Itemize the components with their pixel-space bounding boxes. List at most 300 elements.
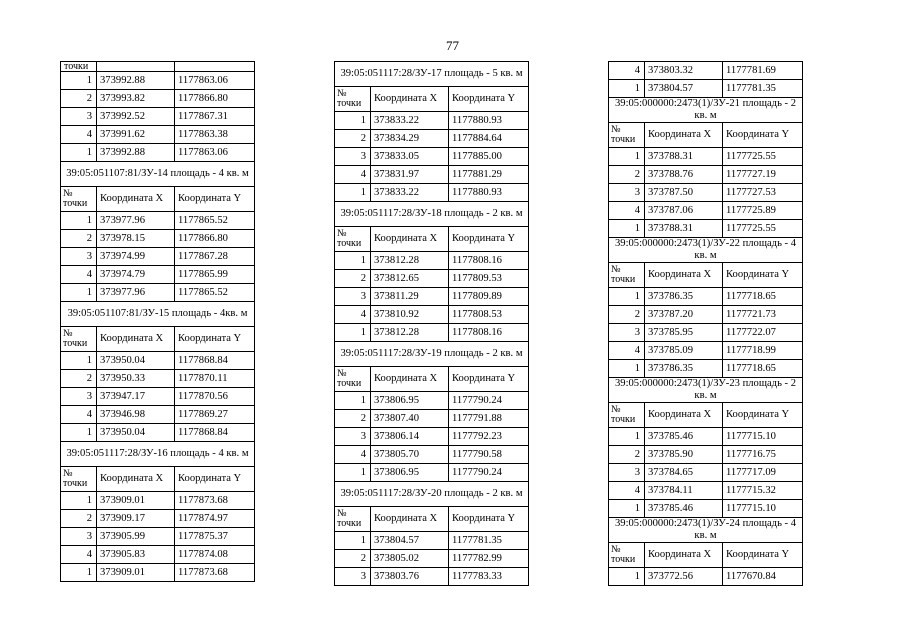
table-row	[61, 108, 255, 126]
table-row	[335, 568, 529, 586]
coordinate-y: 1177718.65	[723, 360, 803, 378]
point-number: 1	[61, 144, 97, 162]
parcel-title: 39:05:000000:2473(1)/ЗУ-22 площадь - 4 кв. м	[609, 238, 803, 263]
coordinate-x: 373788.31	[645, 220, 723, 238]
coordinate-x: 373834.29	[371, 130, 449, 148]
table-row	[335, 550, 529, 568]
coordinate-x: 373811.29	[371, 288, 449, 306]
coordinate-x: 373978.15	[97, 230, 175, 248]
empty-cell	[97, 62, 175, 72]
point-number: 2	[61, 90, 97, 108]
table-row	[61, 266, 255, 284]
table-row	[335, 446, 529, 464]
coordinate-y-header: Координата Y	[723, 263, 803, 288]
coordinate-x-header: Координата X	[97, 327, 175, 352]
coordinate-y-header: Координата Y	[175, 467, 255, 492]
table-row	[335, 252, 529, 270]
parcel-title-row	[61, 302, 255, 327]
coordinate-y: 1177792.23	[449, 428, 529, 446]
coordinate-y: 1177790.24	[449, 392, 529, 410]
coordinate-x: 373833.22	[371, 184, 449, 202]
coordinate-y: 1177715.10	[723, 500, 803, 518]
point-number: 1	[61, 492, 97, 510]
coordinate-y-header: Координата Y	[723, 543, 803, 568]
table-row	[61, 352, 255, 370]
coordinate-x: 373831.97	[371, 166, 449, 184]
point-number: 4	[609, 482, 645, 500]
table-row	[335, 130, 529, 148]
parcel-title-row	[335, 342, 529, 367]
point-number: 1	[61, 72, 97, 90]
point-number: 3	[61, 388, 97, 406]
coordinate-y: 1177808.53	[449, 306, 529, 324]
coordinate-x: 373785.09	[645, 342, 723, 360]
coordinate-x: 373812.28	[371, 252, 449, 270]
point-number: 1	[609, 500, 645, 518]
table-row	[609, 324, 803, 342]
point-number-header: № точки	[609, 403, 645, 428]
coordinate-y: 1177781.69	[723, 62, 803, 80]
point-number-header: № точки	[609, 123, 645, 148]
coordinate-y-header: Координата Y	[449, 227, 529, 252]
table-row	[609, 306, 803, 324]
coordinate-y: 1177808.16	[449, 252, 529, 270]
coordinate-x: 373787.06	[645, 202, 723, 220]
parcel-title: 39:05:051107:81/ЗУ-15 площадь - 4кв. м	[61, 302, 255, 327]
point-number: 4	[335, 306, 371, 324]
point-number: 1	[609, 568, 645, 586]
table-header-row	[61, 187, 255, 212]
point-number: 2	[335, 270, 371, 288]
coordinate-x: 373806.95	[371, 392, 449, 410]
coordinate-y-header: Координата Y	[449, 87, 529, 112]
coordinate-y: 1177880.93	[449, 184, 529, 202]
table-row	[609, 500, 803, 518]
coordinate-y: 1177885.00	[449, 148, 529, 166]
coordinate-x-header: Координата X	[97, 467, 175, 492]
coordinate-y: 1177716.75	[723, 446, 803, 464]
coordinate-y: 1177721.73	[723, 306, 803, 324]
coordinate-y: 1177808.16	[449, 324, 529, 342]
coordinate-y: 1177727.53	[723, 184, 803, 202]
point-number: 3	[335, 428, 371, 446]
coordinate-x-header: Координата X	[371, 367, 449, 392]
coordinate-x: 373804.57	[645, 80, 723, 98]
table-row	[61, 126, 255, 144]
point-number: 1	[609, 220, 645, 238]
parcel-title-row	[335, 482, 529, 507]
coordinate-x: 373909.01	[97, 564, 175, 582]
point-number: 3	[61, 108, 97, 126]
coordinate-y: 1177725.55	[723, 148, 803, 166]
parcel-title-row	[609, 518, 803, 543]
coordinate-y: 1177865.52	[175, 284, 255, 302]
table-row	[609, 482, 803, 500]
table-row	[61, 212, 255, 230]
coordinate-x: 373833.05	[371, 148, 449, 166]
coordinate-x: 373992.52	[97, 108, 175, 126]
point-number: 2	[609, 306, 645, 324]
coordinate-y: 1177863.06	[175, 72, 255, 90]
coordinate-y: 1177782.99	[449, 550, 529, 568]
coordinate-x: 373784.65	[645, 464, 723, 482]
point-number: 1	[609, 428, 645, 446]
point-number: 1	[335, 112, 371, 130]
coordinate-x: 373785.95	[645, 324, 723, 342]
coordinate-y: 1177867.28	[175, 248, 255, 266]
point-number: 3	[609, 464, 645, 482]
coordinate-y: 1177725.89	[723, 202, 803, 220]
coordinate-x: 373806.95	[371, 464, 449, 482]
table-row	[61, 72, 255, 90]
coordinate-y: 1177865.99	[175, 266, 255, 284]
coordinate-x: 373812.65	[371, 270, 449, 288]
coordinate-x: 373993.82	[97, 90, 175, 108]
point-number: 3	[335, 288, 371, 306]
coordinates-column-3	[608, 61, 803, 586]
coordinate-x: 373772.56	[645, 568, 723, 586]
table-row	[609, 202, 803, 220]
point-number: 4	[609, 342, 645, 360]
coordinate-y: 1177781.35	[723, 80, 803, 98]
table-row	[335, 464, 529, 482]
coordinate-x: 373785.46	[645, 500, 723, 518]
coordinate-x-header: Координата X	[645, 543, 723, 568]
coordinate-x-header: Координата X	[645, 263, 723, 288]
table-row	[609, 360, 803, 378]
table-row	[609, 184, 803, 202]
table-row	[61, 492, 255, 510]
coordinate-y-header: Координата Y	[449, 507, 529, 532]
coordinate-y: 1177718.99	[723, 342, 803, 360]
coordinate-y: 1177863.06	[175, 144, 255, 162]
coordinate-x: 373977.96	[97, 284, 175, 302]
table-row	[335, 148, 529, 166]
point-number: 2	[609, 446, 645, 464]
coordinate-x: 373807.40	[371, 410, 449, 428]
point-number: 1	[335, 532, 371, 550]
continued-header-row	[61, 62, 255, 72]
table-header-row	[609, 403, 803, 428]
table-row	[61, 406, 255, 424]
coordinate-y: 1177880.93	[449, 112, 529, 130]
point-number: 1	[609, 360, 645, 378]
coordinate-x: 373805.02	[371, 550, 449, 568]
coordinate-x: 373788.76	[645, 166, 723, 184]
table-row	[609, 166, 803, 184]
coordinate-x: 373991.62	[97, 126, 175, 144]
coordinate-x: 373785.90	[645, 446, 723, 464]
table-header-row	[61, 327, 255, 352]
table-row	[61, 230, 255, 248]
coordinate-x: 373803.76	[371, 568, 449, 586]
point-number: 3	[609, 324, 645, 342]
table-row	[335, 428, 529, 446]
table-row	[335, 184, 529, 202]
coordinate-x: 373804.57	[371, 532, 449, 550]
table-row	[61, 510, 255, 528]
table-row	[609, 342, 803, 360]
point-number: 1	[609, 148, 645, 166]
point-number: 1	[61, 212, 97, 230]
point-number: 2	[61, 370, 97, 388]
table-row	[61, 528, 255, 546]
coordinate-y: 1177866.80	[175, 230, 255, 248]
coordinate-y: 1177874.97	[175, 510, 255, 528]
table-row	[609, 428, 803, 446]
coordinate-x: 373786.35	[645, 288, 723, 306]
table-row	[609, 80, 803, 98]
coordinate-x: 373950.33	[97, 370, 175, 388]
parcel-title-row	[61, 442, 255, 467]
point-number-header: № точки	[335, 87, 371, 112]
parcel-title: 39:05:051117:28/ЗУ-19 площадь - 2 кв. м	[335, 342, 529, 367]
point-header-tail: точки	[61, 62, 97, 72]
point-number: 2	[335, 410, 371, 428]
table-row	[609, 464, 803, 482]
table-row	[61, 388, 255, 406]
coordinate-y: 1177869.27	[175, 406, 255, 424]
parcel-title: 39:05:000000:2473(1)/ЗУ-21 площадь - 2 кв. м	[609, 98, 803, 123]
coordinate-y: 1177881.29	[449, 166, 529, 184]
parcel-title-row	[609, 98, 803, 123]
coordinates-column-2	[334, 61, 529, 586]
coordinate-x: 373992.88	[97, 144, 175, 162]
coordinate-x: 373905.83	[97, 546, 175, 564]
point-number-header: № точки	[609, 263, 645, 288]
coordinate-x: 373909.17	[97, 510, 175, 528]
coordinate-x: 373950.04	[97, 352, 175, 370]
table-header-row	[335, 227, 529, 252]
coordinate-y: 1177790.24	[449, 464, 529, 482]
point-number-header: № точки	[61, 187, 97, 212]
point-number: 1	[61, 352, 97, 370]
coordinate-y: 1177873.68	[175, 564, 255, 582]
coordinate-y-header: Координата Y	[175, 187, 255, 212]
coordinate-x: 373950.04	[97, 424, 175, 442]
coordinate-x: 373788.31	[645, 148, 723, 166]
point-number: 2	[335, 550, 371, 568]
coordinates-table	[608, 61, 803, 586]
parcel-title-row	[609, 378, 803, 403]
coordinate-y: 1177865.52	[175, 212, 255, 230]
coordinate-y: 1177727.19	[723, 166, 803, 184]
point-number: 3	[61, 528, 97, 546]
coordinate-x: 373992.88	[97, 72, 175, 90]
table-row	[61, 424, 255, 442]
coordinate-y-header: Координата Y	[723, 403, 803, 428]
point-number-header: № точки	[609, 543, 645, 568]
coordinate-y: 1177884.64	[449, 130, 529, 148]
table-row	[335, 288, 529, 306]
point-number-header: № точки	[61, 327, 97, 352]
coordinate-y: 1177873.68	[175, 492, 255, 510]
parcel-title-row	[61, 162, 255, 187]
parcel-title: 39:05:051117:28/ЗУ-18 площадь - 2 кв. м	[335, 202, 529, 227]
coordinate-x: 373784.11	[645, 482, 723, 500]
point-number: 1	[609, 288, 645, 306]
coordinate-x-header: Координата X	[371, 87, 449, 112]
coordinate-y: 1177790.58	[449, 446, 529, 464]
coordinate-y: 1177875.37	[175, 528, 255, 546]
point-number: 1	[335, 184, 371, 202]
coordinate-y: 1177791.88	[449, 410, 529, 428]
coordinate-x: 373833.22	[371, 112, 449, 130]
table-header-row	[609, 543, 803, 568]
point-number: 1	[61, 564, 97, 582]
coordinates-table	[60, 61, 255, 582]
coordinate-x: 373947.17	[97, 388, 175, 406]
point-number: 1	[335, 252, 371, 270]
coordinate-y: 1177718.65	[723, 288, 803, 306]
coordinate-x: 373977.96	[97, 212, 175, 230]
coordinate-x: 373905.99	[97, 528, 175, 546]
point-number: 1	[335, 392, 371, 410]
coordinate-x-header: Координата X	[97, 187, 175, 212]
point-number-header: № точки	[61, 467, 97, 492]
point-number-header: № точки	[335, 367, 371, 392]
coordinate-x: 373787.50	[645, 184, 723, 202]
coordinate-y: 1177870.11	[175, 370, 255, 388]
point-number-header: № точки	[335, 227, 371, 252]
coordinate-y: 1177863.38	[175, 126, 255, 144]
point-number: 1	[335, 464, 371, 482]
coordinate-y: 1177809.53	[449, 270, 529, 288]
coordinate-y: 1177783.33	[449, 568, 529, 586]
point-number: 4	[61, 126, 97, 144]
coordinate-y: 1177867.31	[175, 108, 255, 126]
coordinate-x: 373909.01	[97, 492, 175, 510]
table-row	[61, 370, 255, 388]
table-row	[609, 62, 803, 80]
coordinate-y: 1177725.55	[723, 220, 803, 238]
parcel-title-row	[335, 62, 529, 87]
point-number: 4	[61, 266, 97, 284]
coordinate-y: 1177715.32	[723, 482, 803, 500]
table-row	[61, 284, 255, 302]
table-row	[335, 270, 529, 288]
table-row	[609, 288, 803, 306]
parcel-title: 39:05:051107:81/ЗУ-14 площадь - 4 кв. м	[61, 162, 255, 187]
table-row	[335, 166, 529, 184]
point-number: 4	[61, 546, 97, 564]
coordinate-y: 1177868.84	[175, 424, 255, 442]
coordinate-x: 373812.28	[371, 324, 449, 342]
table-row	[335, 112, 529, 130]
table-row	[609, 148, 803, 166]
coordinate-y: 1177874.08	[175, 546, 255, 564]
point-number: 1	[609, 80, 645, 98]
coordinate-x-header: Координата X	[645, 123, 723, 148]
point-number-header: № точки	[335, 507, 371, 532]
coordinate-y: 1177809.89	[449, 288, 529, 306]
point-number: 4	[335, 166, 371, 184]
table-header-row	[335, 87, 529, 112]
coordinate-y: 1177870.56	[175, 388, 255, 406]
point-number: 1	[61, 424, 97, 442]
coordinate-y: 1177715.10	[723, 428, 803, 446]
coordinate-y: 1177717.09	[723, 464, 803, 482]
point-number: 1	[335, 324, 371, 342]
point-number: 4	[609, 202, 645, 220]
coordinate-x: 373806.14	[371, 428, 449, 446]
point-number: 3	[61, 248, 97, 266]
point-number: 4	[609, 62, 645, 80]
parcel-title-row	[335, 202, 529, 227]
table-header-row	[335, 507, 529, 532]
point-number: 4	[61, 406, 97, 424]
coordinate-x: 373974.79	[97, 266, 175, 284]
point-number: 2	[609, 166, 645, 184]
point-number: 3	[335, 568, 371, 586]
point-number: 1	[61, 284, 97, 302]
coordinate-x: 373803.32	[645, 62, 723, 80]
point-number: 4	[335, 446, 371, 464]
table-header-row	[609, 123, 803, 148]
coordinate-y-header: Координата Y	[449, 367, 529, 392]
table-row	[61, 248, 255, 266]
point-number: 2	[335, 130, 371, 148]
coordinate-x: 373785.46	[645, 428, 723, 446]
table-row	[61, 144, 255, 162]
point-number: 3	[335, 148, 371, 166]
parcel-title: 39:05:000000:2473(1)/ЗУ-23 площадь - 2 кв. м	[609, 378, 803, 403]
coordinate-y: 1177670.84	[723, 568, 803, 586]
coordinate-y: 1177722.07	[723, 324, 803, 342]
coordinate-y-header: Координата Y	[175, 327, 255, 352]
table-row	[609, 220, 803, 238]
coordinate-x: 373974.99	[97, 248, 175, 266]
coordinate-x-header: Координата X	[371, 507, 449, 532]
coordinate-x: 373946.98	[97, 406, 175, 424]
coordinate-x: 373805.70	[371, 446, 449, 464]
parcel-title: 39:05:051117:28/ЗУ-20 площадь - 2 кв. м	[335, 482, 529, 507]
point-number: 2	[61, 510, 97, 528]
table-header-row	[335, 367, 529, 392]
parcel-title-row	[609, 238, 803, 263]
table-row	[61, 90, 255, 108]
parcel-title: 39:05:051117:28/ЗУ-16 площадь - 4 кв. м	[61, 442, 255, 467]
table-row	[609, 446, 803, 464]
page-number: 77	[446, 38, 459, 53]
coordinate-y-header: Координата Y	[723, 123, 803, 148]
table-row	[609, 568, 803, 586]
point-number: 3	[609, 184, 645, 202]
table-header-row	[61, 467, 255, 492]
table-row	[335, 532, 529, 550]
table-row	[61, 546, 255, 564]
table-row	[335, 392, 529, 410]
table-row	[335, 324, 529, 342]
coordinate-y: 1177781.35	[449, 532, 529, 550]
coordinate-x: 373787.20	[645, 306, 723, 324]
table-row	[335, 306, 529, 324]
table-row	[61, 564, 255, 582]
coordinate-x: 373786.35	[645, 360, 723, 378]
coordinate-x: 373810.92	[371, 306, 449, 324]
parcel-title: 39:05:051117:28/ЗУ-17 площадь - 5 кв. м	[335, 62, 529, 87]
coordinate-y: 1177868.84	[175, 352, 255, 370]
table-header-row	[609, 263, 803, 288]
coordinates-column-1	[60, 61, 255, 582]
coordinate-x-header: Координата X	[371, 227, 449, 252]
coordinates-table	[334, 61, 529, 586]
coordinate-y: 1177866.80	[175, 90, 255, 108]
table-row	[335, 410, 529, 428]
coordinate-x-header: Координата X	[645, 403, 723, 428]
parcel-title: 39:05:000000:2473(1)/ЗУ-24 площадь - 4 кв. м	[609, 518, 803, 543]
empty-cell	[175, 62, 255, 72]
